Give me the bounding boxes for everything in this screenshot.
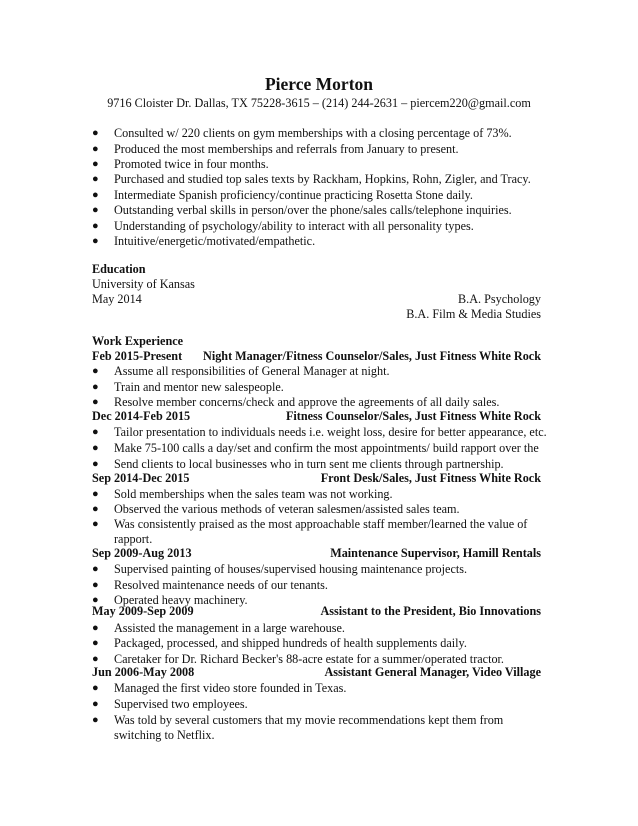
job-title: Assistant to the President, Bio Innovations <box>320 604 541 618</box>
bullet-icon: ● <box>92 173 99 185</box>
job-header <box>92 471 541 487</box>
education-degree: B.A. Film & Media Studies <box>406 307 541 321</box>
bullet-icon: ● <box>92 637 99 649</box>
job-title: Maintenance Supervisor, Hamill Rentals <box>330 546 541 560</box>
bullet-icon: ● <box>92 594 99 606</box>
job-dates: Dec 2014-Feb 2015 <box>92 409 191 423</box>
bullet-icon: ● <box>92 682 99 694</box>
education-heading: Education <box>92 262 146 276</box>
bullet-icon: ● <box>92 518 99 530</box>
job-dates: Jun 2006-May 2008 <box>92 665 195 679</box>
job-header <box>92 349 541 365</box>
bullet-icon: ● <box>92 235 99 247</box>
bullet-icon: ● <box>92 426 99 438</box>
bullet-icon: ● <box>92 396 99 408</box>
job-header <box>92 409 541 425</box>
bullet-icon: ● <box>92 127 99 139</box>
bullet-icon: ● <box>92 158 99 170</box>
job-header <box>92 604 541 620</box>
education-date: May 2014 <box>92 292 142 306</box>
job-title: Front Desk/Sales, Just Fitness White Rock <box>320 471 541 485</box>
job-dates: Sep 2014-Dec 2015 <box>92 471 190 485</box>
bullet-icon: ● <box>92 714 99 726</box>
bullet-icon: ● <box>92 365 99 377</box>
job-dates: Sep 2009-Aug 2013 <box>92 546 192 560</box>
job-title: Assistant General Manager, Video Village <box>324 665 541 679</box>
bullet-icon: ● <box>92 563 99 575</box>
bullet-icon: ● <box>92 579 99 591</box>
bullet-icon: ● <box>92 143 99 155</box>
contact-line: 9716 Cloister Dr. Dallas, TX 75228-3615 – (214) 244-2631 – piercem220@gmail.com <box>107 96 531 110</box>
bullet-icon: ● <box>92 442 99 454</box>
job-bullet-continuation: rapport. <box>114 532 153 546</box>
education-school: University of Kansas <box>92 277 195 291</box>
bullet-icon: ● <box>92 189 99 201</box>
bullet-icon: ● <box>92 204 99 216</box>
bullet-icon: ● <box>92 488 99 500</box>
job-title: Night Manager/Fitness Counselor/Sales, Just Fitness White Rock <box>203 349 541 363</box>
job-bullet-continuation: switching to Netflix. <box>114 728 215 742</box>
job-header <box>92 546 541 562</box>
job-title: Fitness Counselor/Sales, Just Fitness White Rock <box>285 409 541 423</box>
education-degree: B.A. Psychology <box>458 292 541 306</box>
bullet-icon: ● <box>92 653 99 665</box>
bullet-icon: ● <box>92 220 99 232</box>
bullet-icon: ● <box>92 622 99 634</box>
bullet-icon: ● <box>92 698 99 710</box>
bullet-icon: ● <box>92 381 99 393</box>
bullet-icon: ● <box>92 458 99 470</box>
resume-name: Pierce Morton <box>264 74 374 94</box>
job-header <box>92 665 541 681</box>
work-heading: Work Experience <box>92 334 184 348</box>
job-dates: Feb 2015-Present <box>92 349 183 363</box>
bullet-icon: ● <box>92 503 99 515</box>
job-dates: May 2009-Sep 2009 <box>92 604 194 618</box>
